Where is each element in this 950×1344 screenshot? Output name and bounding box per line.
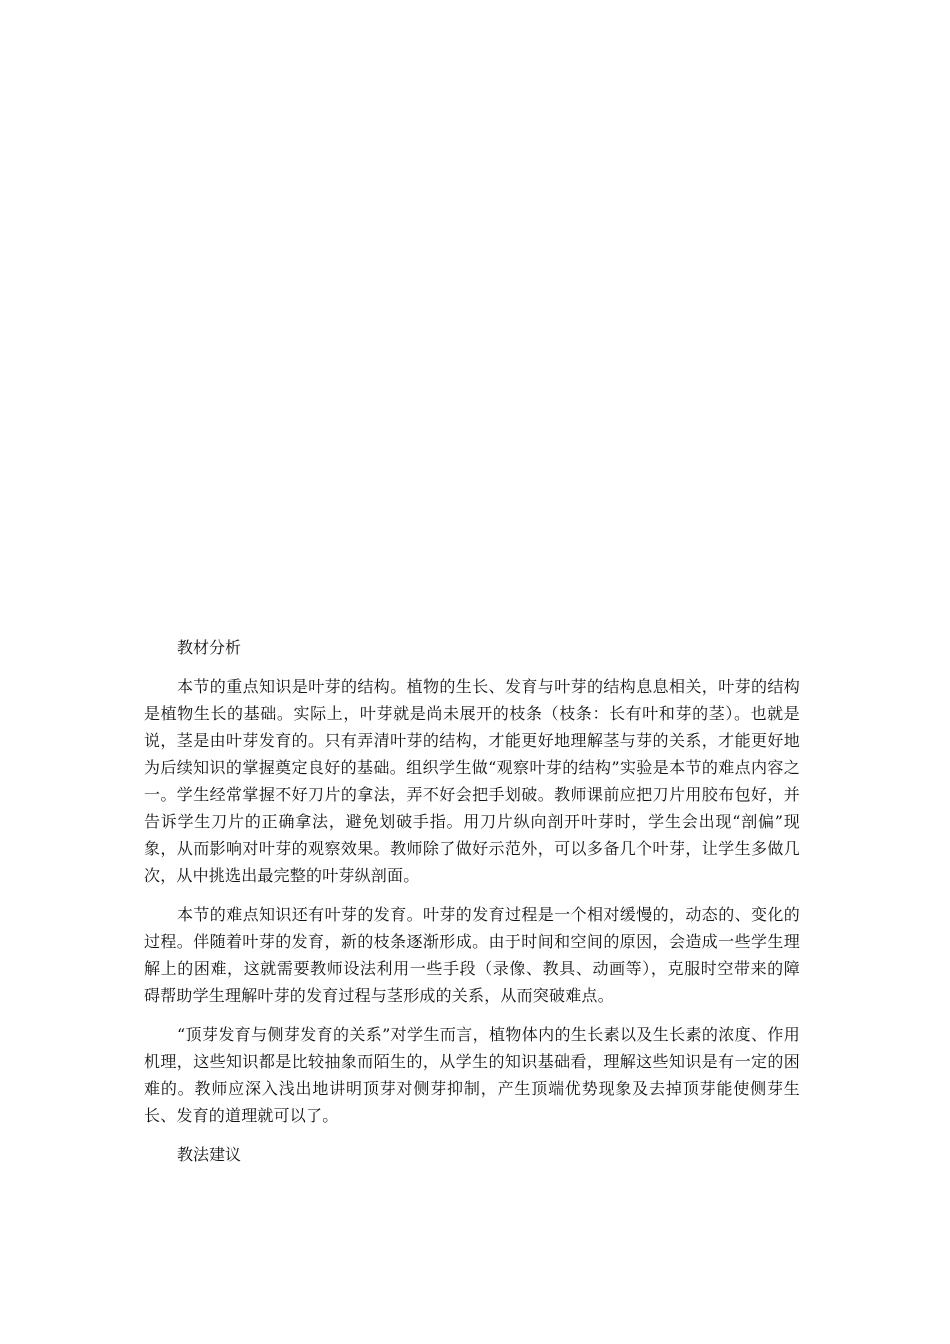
spacer (144, 661, 800, 673)
paragraph-leaf-bud-structure: 本节的重点知识是叶芽的结构。植物的生长、发育与叶芽的结构息息相关，叶芽的结构是植物生长的基础。实际上，叶芽就是尚未展开的枝条（枝条：长有叶和芽的茎）。也就是说，茎是由叶芽发育的。只有弄清叶芽的结构，才能更好地理解茎与芽的关系，才能更好地为后续知识的掌握奠定良好的基础。组织学生做“观察叶芽的结构”实验是本节的难点内容之一。学生经常掌握不好刀片的拿法，弄不好会把手划破。教师课前应把刀片用胶布包好，并告诉学生刀片的正确拿法，避免划破手指。用刀片纵向剖开叶芽时，学生会出现“剖偏”现象，从而影响对叶芽的观察效果。教师除了做好示范外，可以多备几个叶芽，让学生多做几次，从中挑选出最完整的叶芽纵剖面。 (144, 677, 800, 885)
paragraph-leaf-bud-development: 本节的难点知识还有叶芽的发育。叶芽的发育过程是一个相对缓慢的，动态的、变化的过程。伴随着叶芽的发育，新的枝条逐渐形成。由于时间和空间的原因，会造成一些学生理解上的困难，这就需要教师设法利用一些手段（录像、教具、动画等），克服时空带来的障碍帮助学生理解叶芽的发育过程与茎形成的关系，从而突破难点。 (144, 905, 800, 1005)
section-heading-teaching-suggestions: 教法建议 (177, 1145, 242, 1164)
paragraph-apical-lateral-bud: “顶芽发育与侧芽发育的关系”对学生而言，植物体内的生长素以及生长素的浓度、作用机理，这些知识都是比较抽象而陌生的，从学生的知识基础看，理解这些知识是有一定的困难的。教师应深入浅出地讲明顶芽对侧芽抑制，产生顶端优势现象及去掉顶芽能使侧芽生长、发育的道理就可以了。 (144, 1025, 800, 1125)
spacer (144, 1129, 800, 1141)
section-heading-textbook-analysis: 教材分析 (177, 638, 242, 657)
spacer (144, 1009, 800, 1021)
document-body (144, 634, 800, 1168)
spacer (144, 889, 800, 901)
